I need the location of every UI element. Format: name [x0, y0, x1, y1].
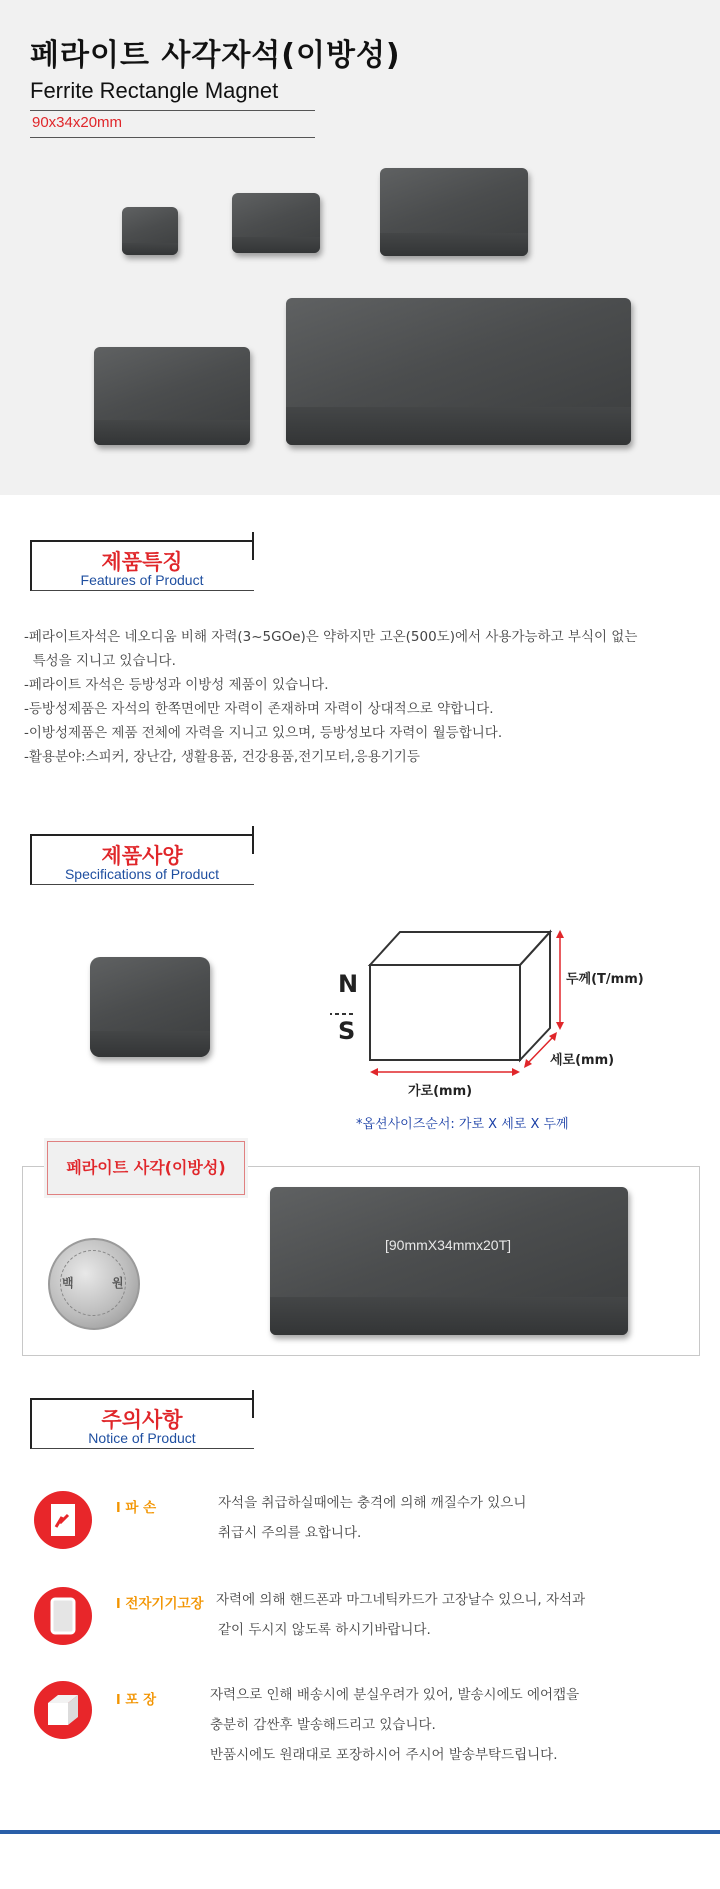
features-heading — [30, 532, 255, 588]
product-subtitle: Ferrite Rectangle Magnet — [30, 78, 279, 103]
package-box-icon — [34, 1681, 92, 1739]
spec-heading — [30, 826, 255, 882]
magnet-image-medium — [232, 193, 320, 253]
pole-s-label: S — [338, 1017, 356, 1045]
notice-line: 취급시 주의를 요합니다. — [218, 1525, 362, 1541]
feature-line: 특성을 지니고 있습니다. — [24, 653, 176, 669]
features-title-ko: 제품특징 — [101, 550, 183, 574]
notice-line: 자력에 의해 핸드폰과 마그네틱카드가 고장날수 있으니, 자석과 — [216, 1592, 586, 1608]
magnet-image-large — [286, 298, 631, 445]
notice-line: 자력으로 인해 배송시에 분실우려가 있어, 발송시에도 에어캡을 — [210, 1687, 580, 1703]
features-title-en: Features of Product — [80, 572, 204, 588]
notice-line: 충분히 감싼후 발송해드리고 있습니다. — [210, 1717, 436, 1733]
notice-heading — [30, 1390, 255, 1446]
option-size-note: *옵션사이즈순서: 가로 X 세로 X 두께 — [356, 1117, 569, 1132]
magnet-sample-image — [90, 957, 210, 1057]
notice-title-ko: 주의사항 — [101, 1408, 183, 1432]
notice-text-device — [216, 1585, 585, 1645]
spec-title-ko: 제품사양 — [101, 844, 183, 868]
feature-line: -활용분야:스피커, 장난감, 생활용품, 건강용품,전기모터,응용기기등 — [24, 749, 420, 765]
depth-label: 세로(mm) — [550, 1053, 615, 1068]
notice-label-damage: l 파 손 — [116, 1500, 157, 1516]
feature-line: -페라이트 자석은 등방성과 이방성 제품이 있습니다. — [24, 677, 329, 693]
notice-text-damage — [218, 1488, 526, 1548]
coin-text-left: 백 — [62, 1276, 74, 1290]
divider — [30, 137, 315, 138]
coin-size-reference — [48, 1238, 140, 1330]
notice-title-en: Notice of Product — [88, 1430, 196, 1446]
thickness-label: 두께(T/mm) — [566, 972, 644, 987]
spec-title-en: Specifications of Product — [64, 866, 220, 882]
features-list — [24, 625, 704, 769]
magnet-product-image — [270, 1187, 628, 1335]
product-tab-label: 페라이트 사각(이방성) — [66, 1158, 226, 1177]
coin-text-right: 원 — [112, 1276, 124, 1290]
product-tab — [47, 1141, 245, 1195]
notice-line: 같이 두시지 않도록 하시기바랍니다. — [218, 1622, 431, 1638]
notice-text-packing — [210, 1680, 579, 1770]
pole-n-label: N — [338, 970, 359, 998]
divider — [30, 110, 315, 111]
product-size: 90x34x20mm — [32, 114, 123, 131]
footer-divider — [0, 1830, 720, 1834]
magnet-image-small — [122, 207, 178, 255]
feature-line: -이방성제품은 제품 전체에 자력을 지니고 있으며, 등방성보다 자력이 월등합니다. — [24, 725, 503, 741]
magnet-image-wide — [380, 168, 528, 256]
width-label: 가로(mm) — [408, 1084, 473, 1099]
feature-line: -등방성제품은 자석의 한쪽면에만 자력이 존재하며 자력이 상대적으로 약합니다. — [24, 701, 494, 717]
product-title: 페라이트 사각자석(이방성) — [30, 38, 401, 73]
notice-label-packing: l 포 장 — [116, 1692, 157, 1708]
broken-magnet-icon — [34, 1491, 92, 1549]
magnet-image-block — [94, 347, 250, 445]
feature-line: -페라이트자석은 네오디움 비해 자력(3~5GOe)은 약하지만 고온(500도)에서 사용가능하고 부식이 없는 — [24, 629, 638, 645]
product-caption: [90mmX34mmx20T] — [385, 1237, 512, 1253]
phone-icon — [34, 1587, 92, 1645]
notice-line: 자석을 취급하실때에는 충격에 의해 깨질수가 있으니 — [218, 1495, 527, 1511]
notice-line: 반품시에도 원래대로 포장하시어 주시어 발송부탁드립니다. — [210, 1747, 558, 1763]
notice-label-device: l 전자기기고장 — [116, 1596, 204, 1612]
